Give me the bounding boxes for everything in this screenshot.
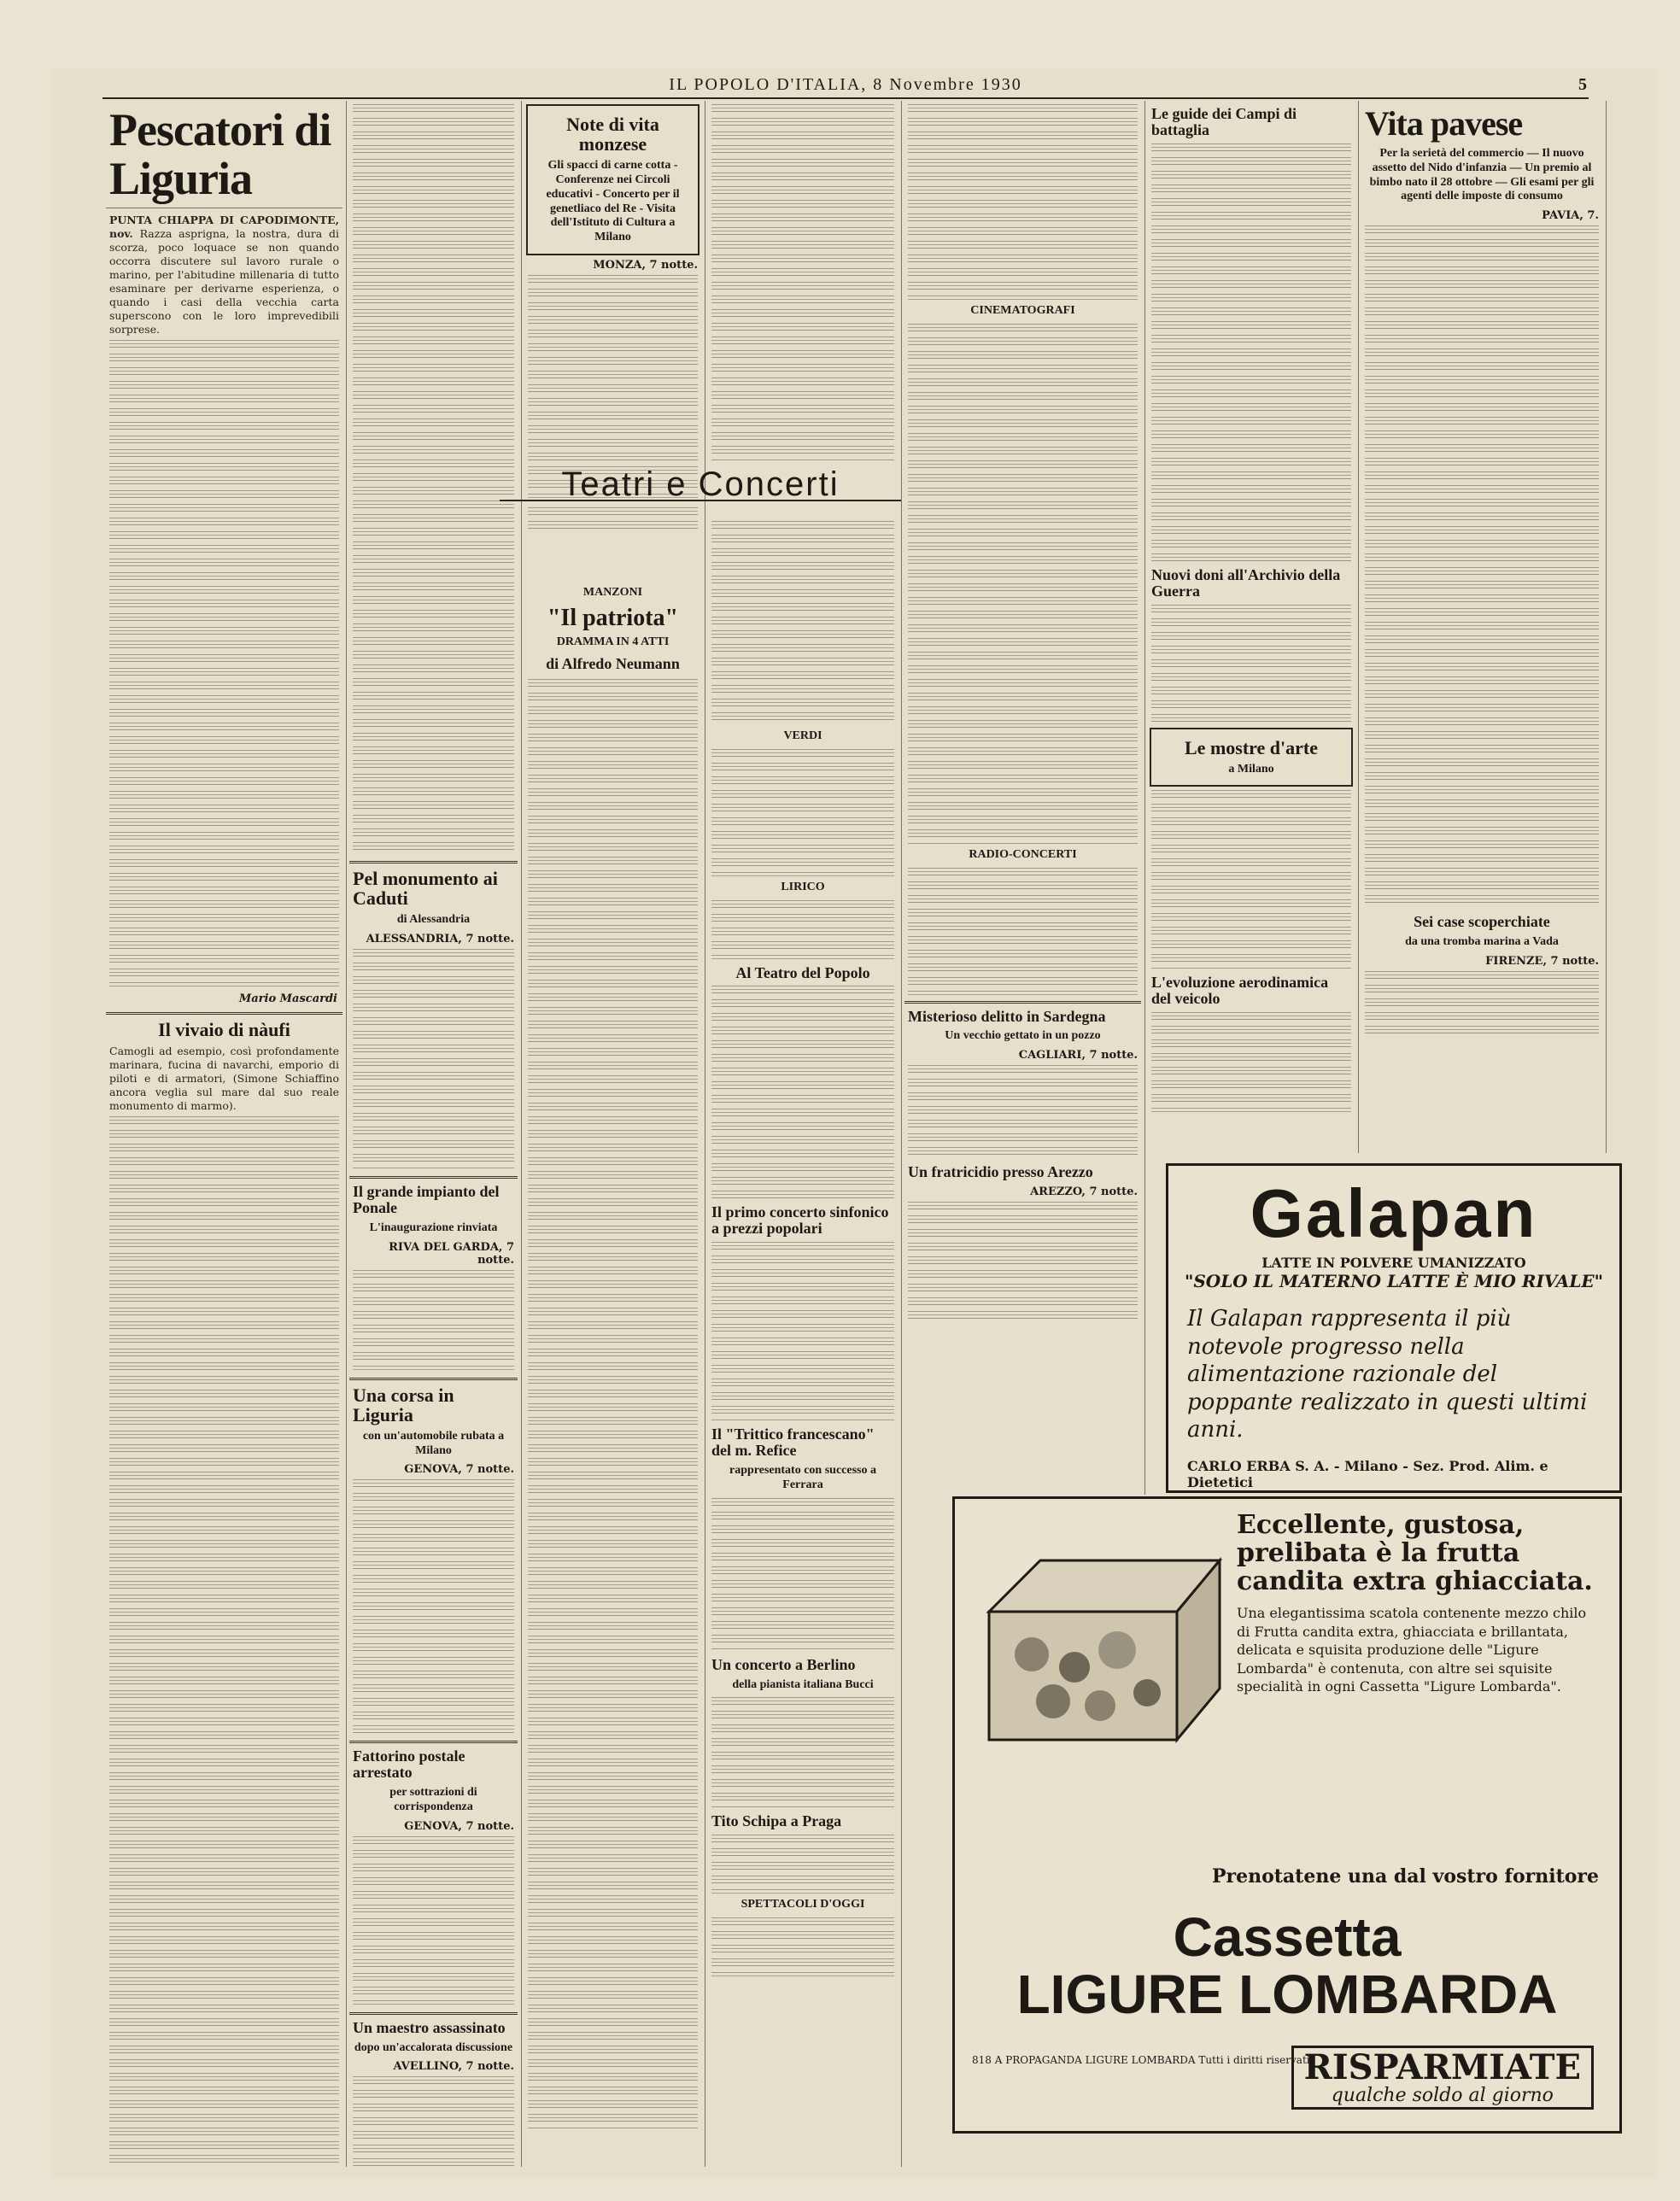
article-body-guide bbox=[1151, 143, 1351, 562]
section-radio: RADIO-CONCERTI bbox=[969, 847, 1077, 861]
headline-corsa-liguria: Una corsa in Liguria bbox=[353, 1384, 454, 1425]
subhead-trittico: rappresentato con successo a Ferrara bbox=[729, 1464, 876, 1491]
column-4 bbox=[705, 101, 902, 2167]
galapan-maker: CARLO ERBA S. A. - Milano - Sez. Prod. Alim. e Dietetici bbox=[1187, 1457, 1548, 1490]
dateline-firenze: FIRENZE, 7 notte. bbox=[1485, 954, 1599, 968]
headline-ponale: Il grande impianto del Ponale bbox=[353, 1182, 500, 1216]
galapan-line1: LATTE IN POLVERE UMANIZZATO bbox=[1261, 1255, 1526, 1271]
galapan-brand: Galapan bbox=[1250, 1175, 1538, 1251]
headline-aerodinamica: L'evoluzione aerodinamica del veicolo bbox=[1151, 974, 1329, 1008]
subhead-sei-case: da una tromba marina a Vada bbox=[1405, 935, 1559, 949]
headline-vita-pavese: Vita pavese bbox=[1365, 104, 1523, 143]
headline-pescatori: Pescatori di Liguria bbox=[109, 104, 331, 204]
dateline-alessandria: ALESSANDRIA, 7 notte. bbox=[366, 932, 514, 945]
theatre-name-lirico: LIRICO bbox=[781, 880, 825, 893]
article-body-maestro bbox=[353, 2076, 514, 2167]
drama-subtitle: DRAMMA IN 4 ATTI bbox=[556, 635, 670, 649]
headline-mostre: Le mostre d'arte bbox=[1185, 736, 1318, 758]
candied-fruit-box-illustration bbox=[972, 1509, 1228, 1765]
dateline-riva: RIVA DEL GARDA, 7 notte. bbox=[389, 1240, 514, 1267]
article-body-concerto bbox=[711, 1242, 894, 1421]
column-3 bbox=[521, 101, 705, 2167]
ligure-risparmiate-sub: qualche soldo al giorno bbox=[1331, 2085, 1554, 2106]
monza-box bbox=[526, 104, 700, 255]
ligure-prenotatene: Prenotatene una dal vostro fornitore bbox=[1211, 1865, 1599, 1888]
listings-top bbox=[908, 104, 1138, 301]
ligure-risparmiate-box bbox=[1291, 2046, 1594, 2110]
article-body-monumento bbox=[353, 949, 514, 1171]
ligure-cassetta-title bbox=[955, 1906, 1619, 2026]
article-lead: Razza asprigna, la nostra, dura di scorza, poco loquace se non quando occorra discutere sul lavoro rurale o marino, per l'abitudine millenaria di tutto esaminare per derivarne esperienza, o quando i casi della vecchia carta superscono con le loro imprevedibili sorprese. bbox=[109, 227, 339, 337]
article-body-text bbox=[109, 340, 339, 989]
article-body-text-2 bbox=[109, 1116, 339, 2167]
subhead-maestro: dopo un'accalorata discussione bbox=[354, 2040, 513, 2054]
headline-maestro: Un maestro assassinato bbox=[353, 2018, 506, 2036]
headline-misterioso: Misterioso delitto in Sardegna bbox=[908, 1007, 1106, 1025]
article-body-archivio bbox=[1151, 605, 1351, 724]
masthead bbox=[102, 75, 1589, 99]
article-body-corsa bbox=[353, 1479, 514, 1736]
subhead-vita-pavese: Per la serietà del commercio — Il nuovo assetto del Nido d'infanzia — Un premio al bimbo nato il 28 ottobre — Gli esami per gli agenti delle imposte di consumo bbox=[1369, 147, 1595, 203]
mostre-box bbox=[1150, 728, 1353, 787]
dateline-punta-chiappa: PUNTA CHIAPPA DI CAPODIMONTE, nov. bbox=[109, 214, 339, 241]
headline-patriota: "Il patriota" bbox=[547, 604, 679, 631]
dateline-cagliari: CAGLIARI, 7 notte. bbox=[1018, 1049, 1138, 1062]
article-body-mostre bbox=[1151, 790, 1351, 969]
column-6 bbox=[1144, 101, 1359, 1153]
article-body-col4-top bbox=[711, 104, 894, 463]
subhead-mostre: a Milano bbox=[1228, 762, 1274, 776]
ligure-cassetta-word: Cassetta bbox=[1173, 1906, 1402, 1968]
radio-listings bbox=[908, 868, 1138, 996]
article-body-aerodinamica bbox=[1151, 1012, 1351, 1115]
headline-monza: Note di vita monzese bbox=[566, 114, 659, 155]
article-body-pavia bbox=[1365, 225, 1599, 909]
article-body-ponale bbox=[353, 1270, 514, 1373]
column-5 bbox=[901, 101, 1145, 1495]
headline-concerto-sinfonico: Il primo concerto sinfonico a prezzi popolari bbox=[711, 1203, 889, 1238]
subhead-misterioso: Un vecchio gettato in un pozzo bbox=[945, 1029, 1101, 1043]
article-body-patriota bbox=[528, 679, 698, 2131]
article-body-sei-case bbox=[1365, 971, 1599, 1039]
author-signature: Mario Mascardi bbox=[238, 992, 337, 1006]
article-body-berlino bbox=[711, 1697, 894, 1808]
headline-trittico: Il "Trittico francescano" del m. Refice bbox=[711, 1425, 875, 1460]
article-body-teatro-popolo bbox=[711, 986, 894, 1199]
subhead-fattorino: per sottrazioni di corrispondenza bbox=[389, 1786, 477, 1813]
dateline-arezzo: AREZZO, 7 notte. bbox=[1030, 1185, 1138, 1199]
article-body-verdi bbox=[711, 749, 894, 877]
masthead-title: IL POPOLO D'ITALIA, 8 Novembre 1930 bbox=[669, 75, 1022, 94]
subhead-ponale: L'inaugurazione rinviata bbox=[369, 1221, 498, 1234]
article-body-fratricidio bbox=[908, 1202, 1138, 1321]
ligure-brand: LIGURE LOMBARDA bbox=[1016, 1964, 1558, 2026]
subhead-alessandria: di Alessandria bbox=[396, 913, 471, 927]
headline-monumento-caduti: Pel monumento ai Caduti bbox=[353, 868, 498, 910]
section-header-teatri: Teatri e Concerti bbox=[500, 465, 901, 501]
headline-archivio-guerra: Nuovi doni all'Archivio della Guerra bbox=[1151, 565, 1341, 600]
cinema-listings bbox=[908, 324, 1138, 845]
column-1 bbox=[102, 101, 347, 2167]
headline-fratricidio: Un fratricidio presso Arezzo bbox=[908, 1163, 1093, 1181]
advertisement-ligure-lombarda bbox=[952, 1496, 1622, 2134]
subhead-berlino: della pianista italiana Bucci bbox=[732, 1677, 874, 1691]
page-number: 5 bbox=[1578, 75, 1589, 94]
column-7 bbox=[1358, 101, 1607, 1153]
spettacoli-list bbox=[711, 1917, 894, 1977]
ligure-headline: Eccellente, gustosa, prelibata è la frutta candita extra ghiacciata. bbox=[1237, 1510, 1593, 1596]
headline-sei-case: Sei case scoperchiate bbox=[1414, 913, 1550, 931]
article-lead-2: Camogli ad esempio, così profondamente marinara, fucina di navarchi, emporio di piloti e di armatori, (Simone Schiaffino ancora veglia sul mare dal suo reale monumento di marmo). bbox=[109, 1045, 339, 1113]
column-2 bbox=[346, 101, 522, 2167]
drama-author: di Alfredo Neumann bbox=[546, 654, 680, 672]
headline-guide-campi: Le guide dei Campi di battaglia bbox=[1151, 105, 1297, 138]
galapan-slogan: "SOLO IL MATERNO LATTE È MIO RIVALE" bbox=[1184, 1271, 1604, 1291]
dateline-avellino: AVELLINO, 7 notte. bbox=[393, 2060, 514, 2074]
headline-fattorino: Fattorino postale arrestato bbox=[353, 1747, 465, 1782]
article-body-trittico bbox=[711, 1498, 894, 1652]
section-cinematografi: CINEMATOGRAFI bbox=[970, 304, 1075, 317]
headline-berlino: Un concerto a Berlino bbox=[711, 1655, 856, 1673]
headline-vivaio: Il vivaio di nàufi bbox=[158, 1019, 290, 1041]
headline-teatro-popolo: Al Teatro del Popolo bbox=[735, 963, 870, 981]
dateline-pavia: PAVIA, 7. bbox=[1542, 209, 1599, 223]
subhead-monza: Gli spacci di carne cotta - Conferenze nei Circoli educativi - Concerto per il genetliaco del Re - Visita dell'Istituto di Cultura a Milano bbox=[546, 159, 680, 244]
ligure-footer: 818 A PROPAGANDA LIGURE LOMBARDA Tutti i diritti riservati bbox=[972, 2054, 1310, 2066]
article-body-praga bbox=[711, 1835, 894, 1894]
article-body-misterioso bbox=[908, 1065, 1138, 1159]
dateline-monza: MONZA, 7 notte. bbox=[593, 258, 698, 272]
advertisement-galapan bbox=[1166, 1163, 1622, 1493]
article-body-col4-review bbox=[711, 521, 894, 726]
article-body-fattorino bbox=[353, 1836, 514, 2007]
dateline-genova-2: GENOVA, 7 notte. bbox=[404, 1819, 514, 1833]
headline-praga: Tito Schipa a Praga bbox=[711, 1812, 842, 1830]
theatre-name-manzoni: MANZONI bbox=[582, 585, 643, 599]
theatre-name-verdi: VERDI bbox=[783, 729, 822, 742]
article-body-lirico bbox=[711, 900, 894, 960]
article-continuation-text bbox=[353, 104, 514, 856]
dateline-genova: GENOVA, 7 notte. bbox=[404, 1463, 514, 1477]
galapan-text: Il Galapan rappresenta il più notevole progresso nella alimentazione razionale del poppante realizzato in questi ultimi anni. bbox=[1187, 1306, 1588, 1443]
subhead-corsa-liguria: con un'automobile rubata a Milano bbox=[362, 1429, 505, 1457]
section-spettacoli: SPETTACOLI D'OGGI bbox=[740, 1898, 865, 1911]
ligure-text: Una elegantissima scatola contenente mezzo chilo di Frutta candita extra, ghiacciata e brillantata, delicata e squisita produzione delle "Ligure Lombarda" è contenuta, con altre sei squisite specialità in ogni Cassetta "Ligure Lombarda". bbox=[1237, 1605, 1587, 1695]
ligure-risparmiate: RISPARMIATE bbox=[1303, 2047, 1581, 2087]
